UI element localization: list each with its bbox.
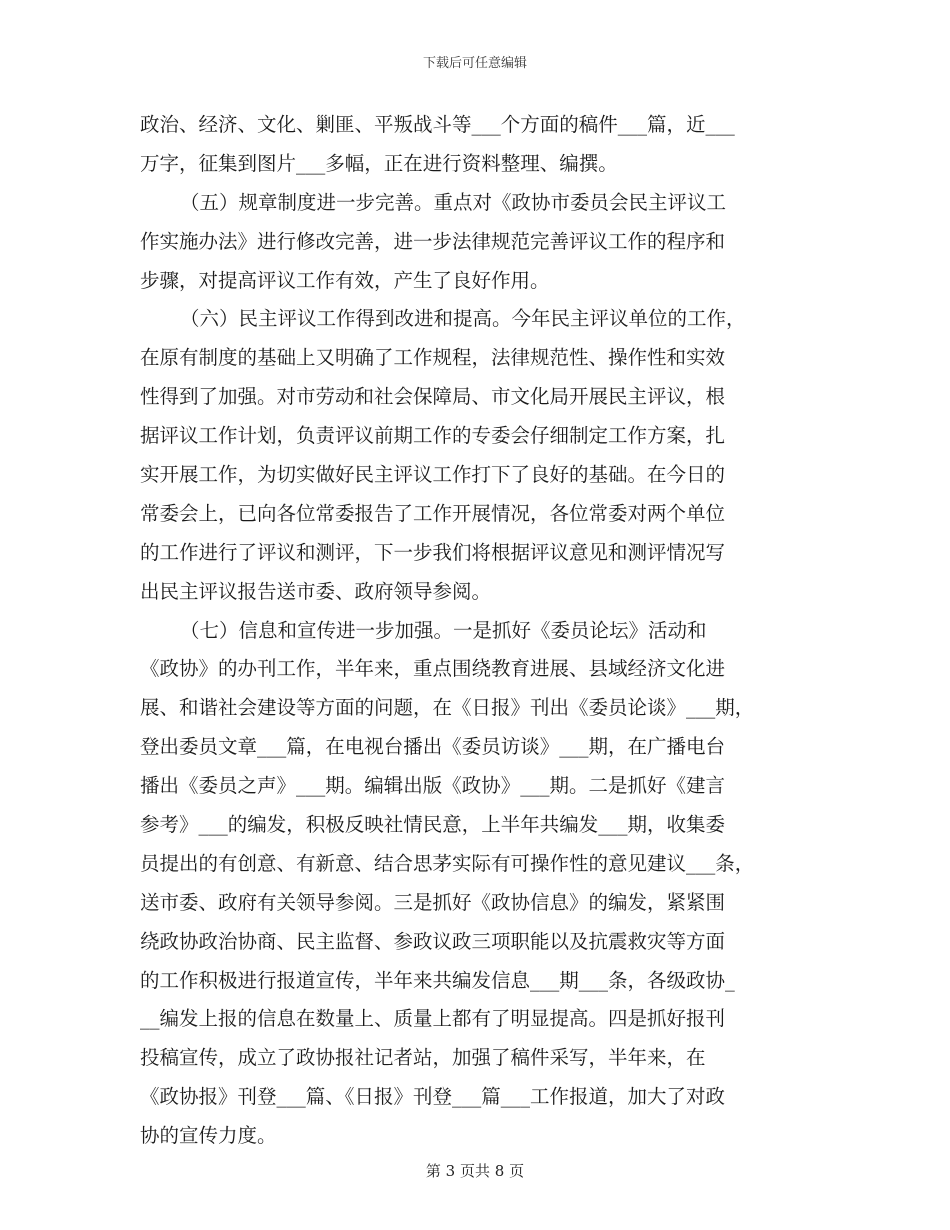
page-footer: 第 3 页共 8 页 bbox=[425, 1162, 525, 1180]
text-line: （七）信息和宣传进一步加强。一是抓好《委员论坛》活动和 bbox=[180, 618, 707, 642]
text-line: 作实施办法》进行修改完善，进一步法律规范完善评议工作的程序和 bbox=[140, 229, 726, 253]
text-line: 在原有制度的基础上又明确了工作规程，法律规范性、操作性和实效 bbox=[140, 346, 726, 370]
text-line: 性得到了加强。对市劳动和社会保障局、市文化局开展民主评议，根 bbox=[140, 385, 726, 409]
page-header: 下载后可任意编辑 bbox=[422, 56, 527, 71]
text-line: 展、和谐社会建设等方面的问题，在《日报》刊出《委员论谈》___期， bbox=[140, 696, 755, 720]
text-line: 万字，征集到图片___多幅，正在进行资料整理、编撰。 bbox=[140, 151, 618, 175]
text-line: 实开展工作，为切实做好民主评议工作打下了良好的基础。在今日的 bbox=[140, 463, 726, 487]
text-line: 送市委、政府有关领导参阅。三是抓好《政协信息》的编发，紧紧围 bbox=[140, 890, 726, 914]
text-line: 常委会上，已向各位常委报告了工作开展情况，各位常委对两个单位 bbox=[140, 501, 726, 525]
text-line: 参考》___的编发，积极反映社情民意，上半年共编发___期，收集委 bbox=[140, 813, 726, 837]
text-line: 绕政协政治协商、民主监督、参政议政三项职能以及抗震救灾等方面 bbox=[140, 929, 726, 953]
text-line: 员提出的有创意、有新意、结合思茅实际有可操作性的意见建议___条， bbox=[140, 851, 755, 875]
text-line: 据评议工作计划，负责评议前期工作的专委会仔细制定工作方案，扎 bbox=[140, 424, 726, 448]
text-line: 协的宣传力度。 bbox=[140, 1124, 277, 1148]
text-line: __编发上报的信息在数量上、质量上都有了明显提高。四是抓好报刊 bbox=[140, 1007, 726, 1031]
text-line: （五）规章制度进一步完善。重点对《政协市委员会民主评议工 bbox=[180, 190, 727, 214]
text-line: 政治、经济、文化、剿匪、平叛战斗等___个方面的稿件___篇，近___ bbox=[140, 113, 735, 136]
text-line: （六）民主评议工作得到改进和提高。今年民主评议单位的工作， bbox=[180, 307, 746, 331]
text-line: 的工作进行了评议和测评，下一步我们将根据评议意见和测评情况写 bbox=[140, 540, 726, 564]
text-line: 步骤，对提高评议工作有效，产生了良好作用。 bbox=[140, 268, 550, 292]
text-line: 的工作积极进行报道宣传，半年来共编发信息___期___条，各级政协_ bbox=[140, 968, 735, 992]
text-line: 出民主评议报告送市委、政府领导参阅。 bbox=[140, 579, 492, 603]
text-line: 《政协》的办刊工作，半年来，重点围绕教育进展、县域经济文化进 bbox=[140, 657, 726, 681]
text-line: 登出委员文章___篇，在电视台播出《委员访谈》___期，在广播电台 bbox=[140, 735, 726, 759]
text-line: 投稿宣传，成立了政协报社记者站，加强了稿件采写，半年来，在 bbox=[140, 1046, 706, 1070]
document-body bbox=[140, 106, 810, 1156]
text-line: 《政协报》刊登___篇、《日报》刊登___篇___工作报道，加大了对政 bbox=[140, 1085, 726, 1109]
text-line: 播出《委员之声》___期。编辑出版《政协》___期。二是抓好《建言 bbox=[140, 774, 726, 798]
